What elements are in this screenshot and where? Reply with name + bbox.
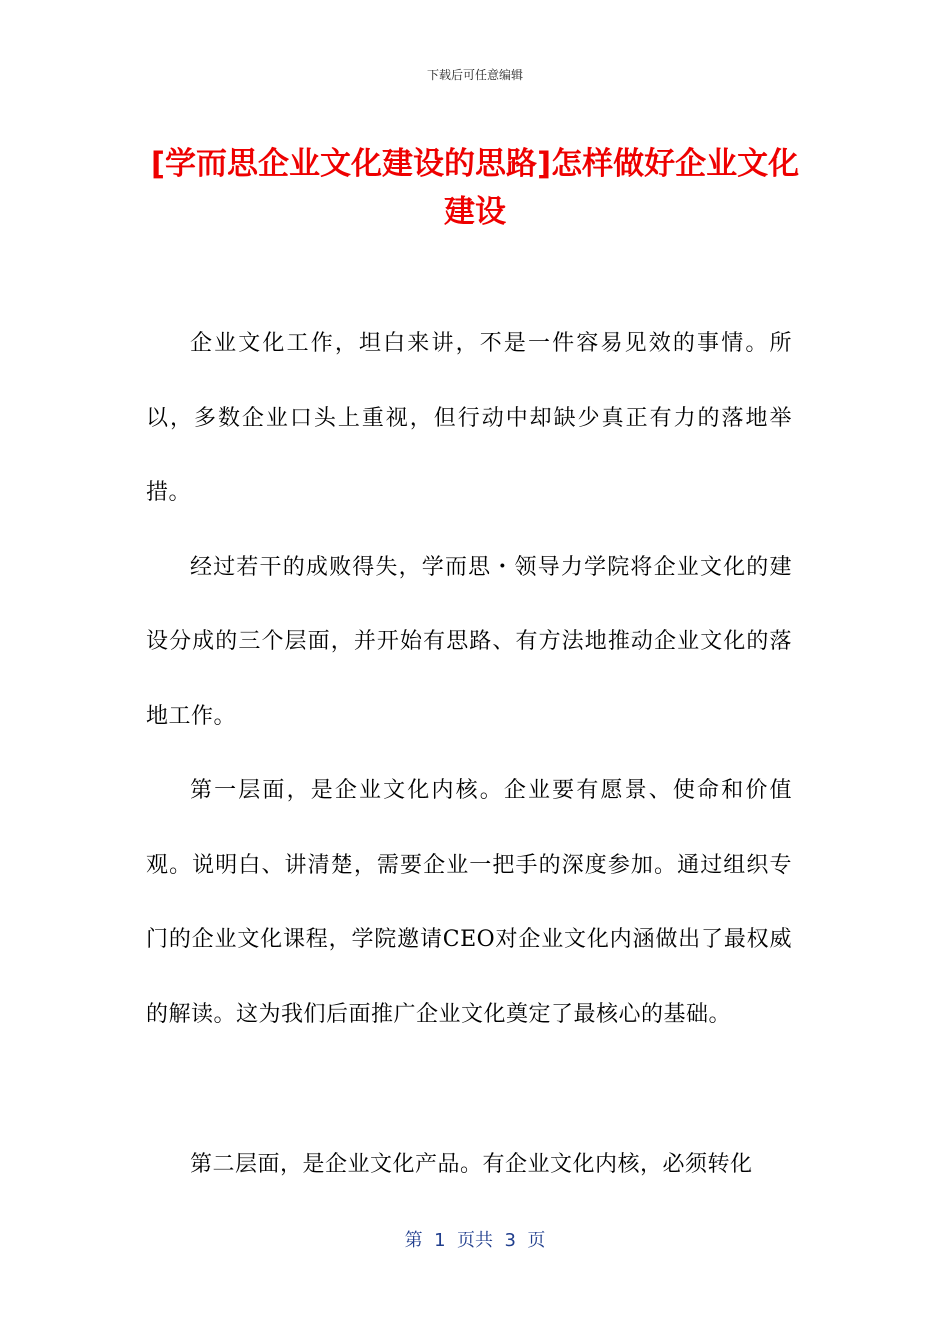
paragraph-3: 第一层面，是企业文化内核。企业要有愿景、使命和价值观。说明白、讲清楚，需要企业一把手的深度参加。通过组织专门的企业文化课程，学院邀请CEO对企业文化内涵做出了最权威的解读。这为我们后面推广企业文化奠定了最核心的基础。: [146, 778, 792, 1027]
paragraph-1: 企业文化工作，坦白来讲，不是一件容易见效的事情。所以，多数企业口头上重视，但行动中却缺少真正有力的落地举措。: [146, 331, 792, 505]
paragraph-2: 经过若干的成败得失，学而思・领导力学院将企业文化的建设分成的三个层面，并开始有思路、有方法地推动企业文化的落地工作。: [146, 554, 792, 729]
paragraph-4: 第二层面，是企业文化产品。有企业文化内核，必须转化: [190, 1152, 753, 1177]
header-note: 下载后可任意编辑: [426, 68, 523, 82]
document-title: [学而思企业文化建设的思路]怎样做好企业文化建设: [150, 146, 800, 230]
document-body: [146, 307, 792, 1203]
page-number-footer: 第 1 页共 3 页: [404, 1230, 546, 1251]
